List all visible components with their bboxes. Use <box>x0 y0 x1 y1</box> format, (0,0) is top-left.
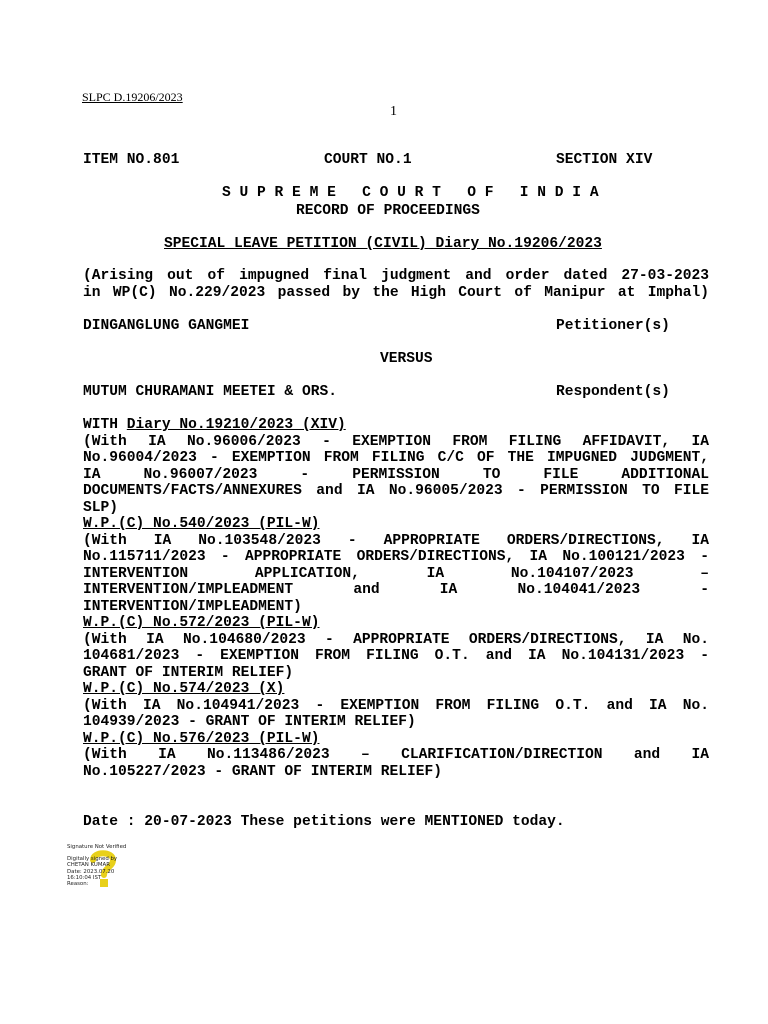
arising-line-1: (Arising out of impugned final judgment and order dated 27-03-2023 <box>83 268 709 284</box>
digital-signature-block <box>67 844 157 890</box>
ia-line: INTERVENTION/IMPLEADMENT and IA No.104041/2023 - <box>83 582 709 598</box>
section-label: SECTION XIV <box>556 152 653 168</box>
slpc-reference: SLPC D.19206/2023 <box>82 90 183 104</box>
ia-line: INTERVENTION/IMPLEADMENT) <box>83 599 302 615</box>
ia-line: INTERVENTION APPLICATION, IA No.104107/2023 – <box>83 566 709 582</box>
ia-line: SLP) <box>83 500 119 516</box>
wp-576-heading: W.P.(C) No.576/2023 (PIL-W) <box>83 731 320 747</box>
signature-time: 16:10:04 IST <box>67 874 102 881</box>
court-number: COURT NO.1 <box>324 152 412 168</box>
signature-signed-by: Digitally signed by <box>67 856 118 863</box>
ia-line: DOCUMENTS/FACTS/ANNEXURES and IA No.96005/2023 - PERMISSION TO FILE <box>83 483 709 499</box>
with-diary-line <box>83 417 346 433</box>
tagged-diary-number: Diary No.19210/2023 (XIV) <box>126 417 346 433</box>
court-name: S U P R E M E C O U R T O F I N D I A <box>222 185 599 201</box>
with-prefix: WITH <box>83 417 127 433</box>
ia-line: (With IA No.103548/2023 - APPROPRIATE ORDERS/DIRECTIONS, IA <box>83 533 709 549</box>
ia-line: No.115711/2023 - APPROPRIATE ORDERS/DIRECTIONS, IA No.100121/2023 - <box>83 549 709 565</box>
wp-574-heading: W.P.(C) No.574/2023 (X) <box>83 681 285 697</box>
page-number: 1 <box>390 104 397 119</box>
ia-line: GRANT OF INTERIM RELIEF) <box>83 665 294 681</box>
signature-signer: CHETAN KUMAR <box>67 862 110 869</box>
signature-reason: Reason: <box>67 881 89 888</box>
signature-date: Date: 2023.07.20 <box>67 868 115 875</box>
versus-label: VERSUS <box>380 351 433 367</box>
ia-line: IA No.96007/2023 - PERMISSION TO FILE ADDITIONAL <box>83 467 709 483</box>
ia-line: No.105227/2023 - GRANT OF INTERIM RELIEF) <box>83 764 443 780</box>
ia-line: (With IA No.104680/2023 - APPROPRIATE ORDERS/DIRECTIONS, IA No. <box>83 632 709 648</box>
ia-line: 104939/2023 - GRANT OF INTERIM RELIEF) <box>83 714 416 730</box>
ia-line: 104681/2023 - EXEMPTION FROM FILING O.T. and IA No.104131/2023 - <box>83 648 709 664</box>
wp-540-heading: W.P.(C) No.540/2023 (PIL-W) <box>83 516 320 532</box>
petitioner-label: Petitioner(s) <box>556 318 670 334</box>
ia-line: (With IA No.96006/2023 - EXEMPTION FROM FILING AFFIDAVIT, IA <box>83 434 709 450</box>
wp-572-heading: W.P.(C) No.572/2023 (PIL-W) <box>83 615 320 631</box>
signature-status: Signature Not Verified <box>67 844 127 850</box>
case-title: SPECIAL LEAVE PETITION (CIVIL) Diary No.19206/2023 <box>164 236 602 252</box>
ia-line: No.96004/2023 - EXEMPTION FROM FILING C/C OF THE IMPUGNED JUDGMENT, <box>83 450 709 466</box>
ia-line: (With IA No.113486/2023 – CLARIFICATION/DIRECTION and IA <box>83 747 709 763</box>
arising-line-2: in WP(C) No.229/2023 passed by the High Court of Manipur at Imphal) <box>83 285 709 301</box>
date-line: Date : 20-07-2023 These petitions were MENTIONED today. <box>83 814 565 830</box>
respondent-name: MUTUM CHURAMANI MEETEI & ORS. <box>83 384 337 400</box>
ia-line: (With IA No.104941/2023 - EXEMPTION FROM FILING O.T. and IA No. <box>83 698 709 714</box>
item-number: ITEM NO.801 <box>83 152 180 168</box>
respondent-label: Respondent(s) <box>556 384 670 400</box>
record-title: RECORD OF PROCEEDINGS <box>296 203 480 219</box>
petitioner-name: DINGANGLUNG GANGMEI <box>83 318 250 334</box>
